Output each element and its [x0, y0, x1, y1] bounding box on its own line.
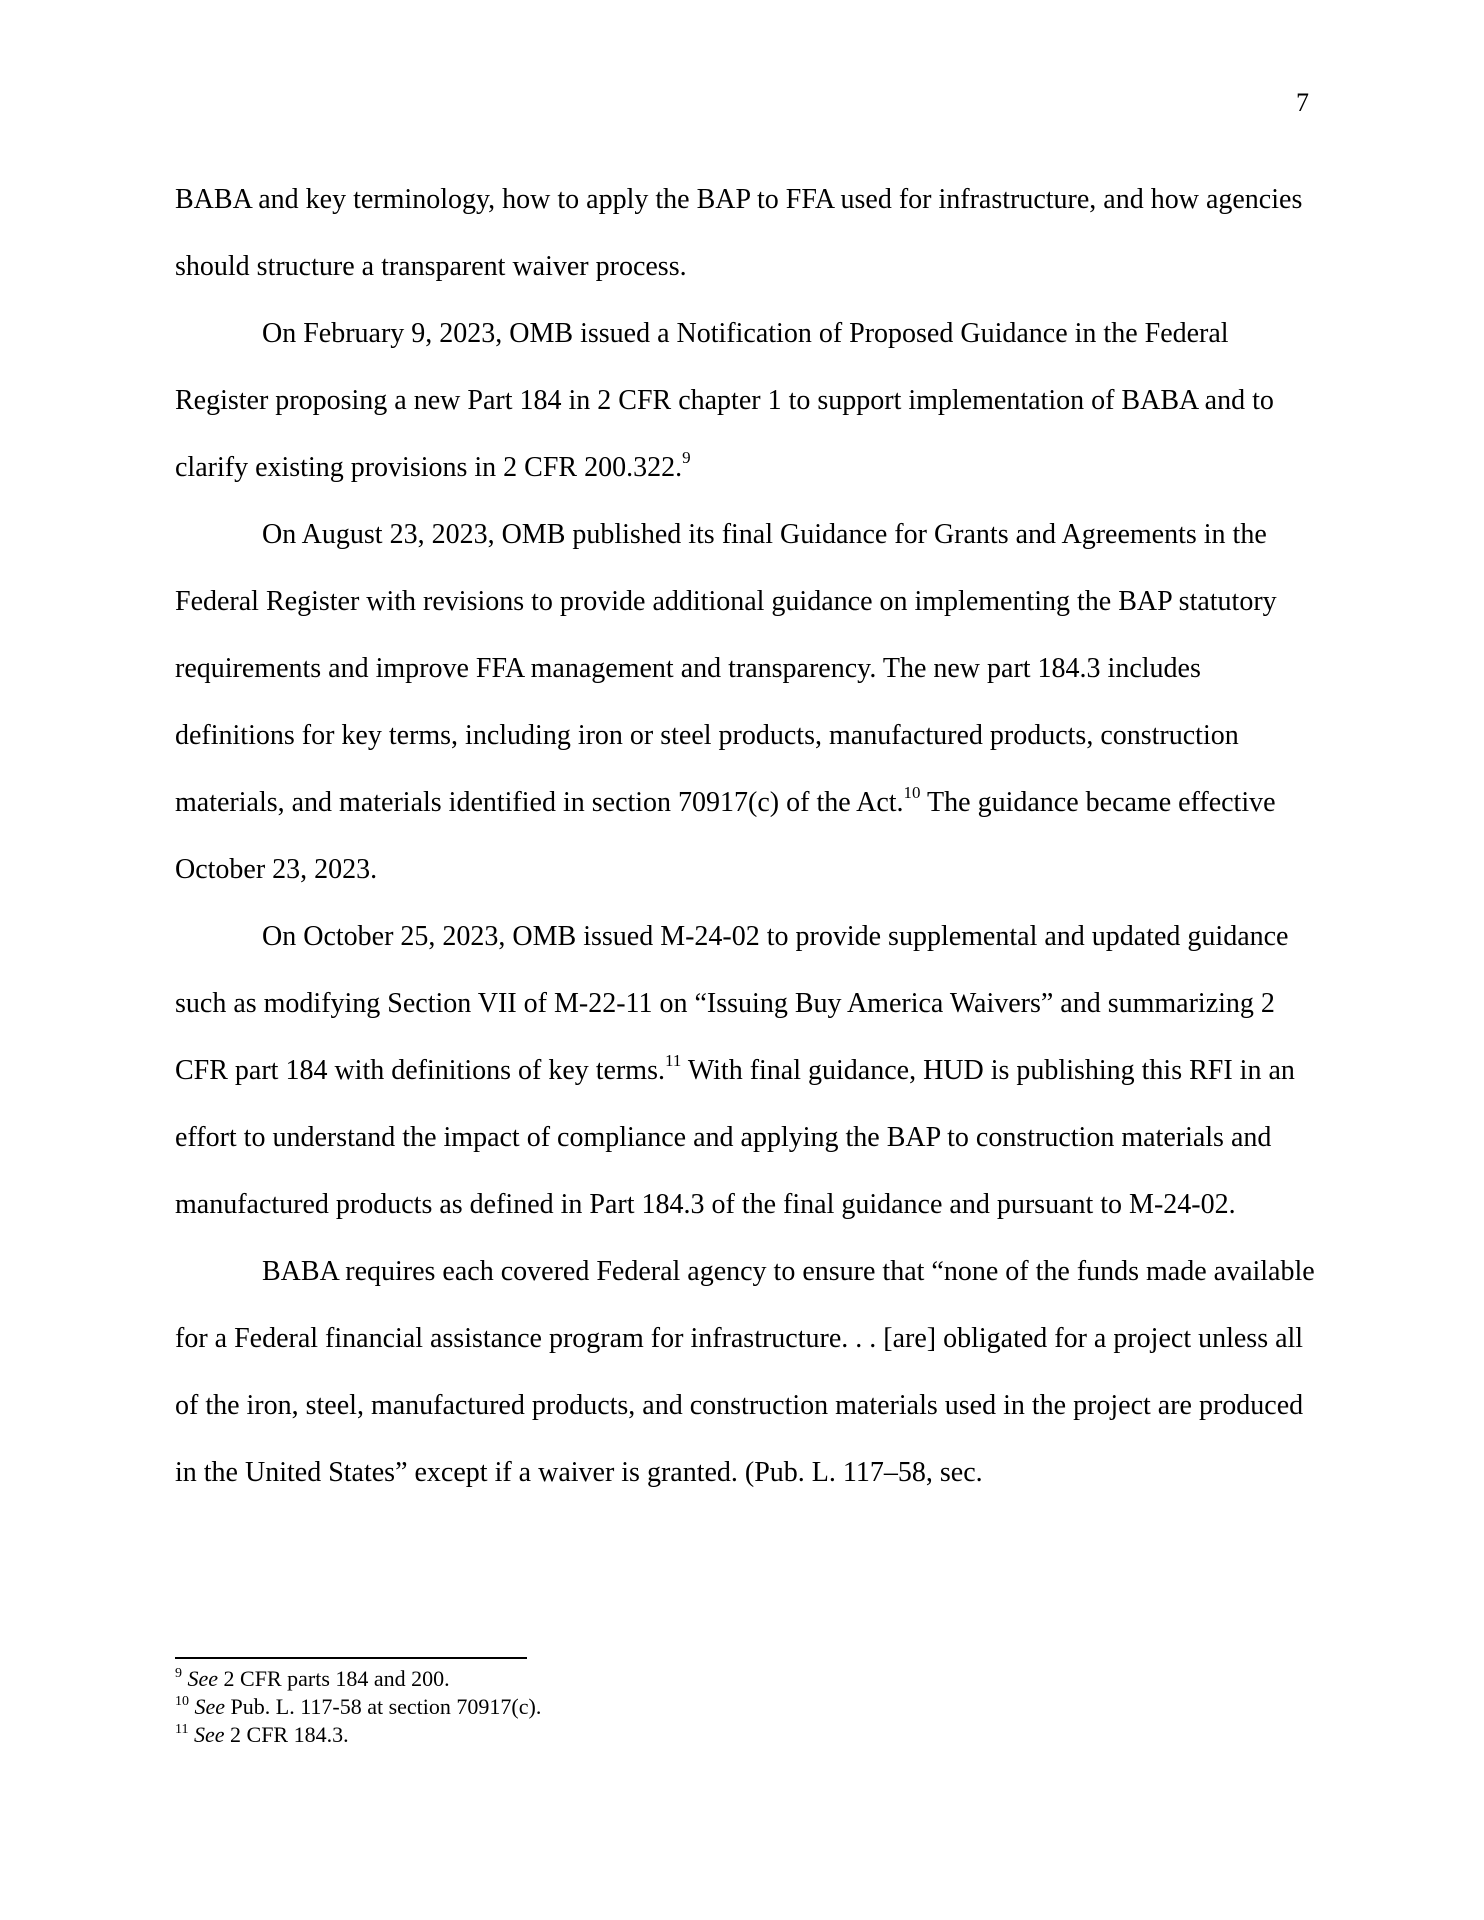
footnote-number: 9: [175, 1666, 182, 1681]
footnote-ref-9[interactable]: 9: [682, 448, 691, 467]
body-text: [175, 166, 1315, 1506]
footnote-number: 11: [175, 1722, 189, 1737]
page-number: 7: [1296, 88, 1309, 117]
paragraph-3-text-before: On August 23, 2023, OMB published its final Guidance for Grants and Agreements in the Federal Register with revisions to provide additional guidance on implementing the BAP statutory requirements and improve FFA management and transparency. The new part 184.3 includes definitions for key terms, including iron or steel products, manufactured products, construction materials, and materials identified in section 70917(c) of the Act.: [175, 519, 1277, 818]
footnote-text: 2 CFR 184.3.: [224, 1722, 349, 1747]
paragraph-3-text-after: The guidance became effective October 23, 2023.: [175, 787, 1276, 885]
footnote-11: [175, 1721, 1315, 1749]
footnote-signal: See: [194, 1694, 226, 1719]
paragraph-2-text: On February 9, 2023, OMB issued a Notification of Proposed Guidance in the Federal Register proposing a new Part 184 in 2 CFR chapter 1 to support implementation of BABA and to clarify existing provisions in 2 CFR 200.322.: [175, 318, 1274, 483]
footnote-ref-11[interactable]: 11: [664, 1051, 682, 1070]
paragraph-5-text: BABA requires each covered Federal agency to ensure that “none of the funds made available for a Federal financial assistance program for infrastructure. . . [are] obligated for a project unless all of the iron, steel, manufactured products, and construction materials used in the project are produced in the United States” except if a waiver is granted. (Pub. L. 117–58, sec.: [175, 1256, 1315, 1488]
paragraph-5: [175, 1238, 1315, 1506]
footnote-number: 10: [175, 1694, 189, 1709]
paragraph-4: [175, 903, 1315, 1238]
paragraph-4-text-before: On October 25, 2023, OMB issued M-24-02 to provide supplemental and updated guidance such as modifying Section VII of M-22-11 on “Issuing Buy America Waivers” and summarizing 2 CFR part 184 with definitions of key terms.: [175, 921, 1289, 1086]
footnotes: [175, 1665, 1315, 1749]
paragraph-3: [175, 501, 1315, 903]
footnote-text: 2 CFR parts 184 and 200.: [218, 1666, 450, 1691]
paragraph-1: [175, 166, 1315, 300]
footnote-9: [175, 1665, 1315, 1693]
footnote-ref-10[interactable]: 10: [903, 783, 921, 802]
paragraph-4-text-after: With final guidance, HUD is publishing this RFI in an effort to understand the impact of compliance and applying the BAP to construction materials and manufactured products as defined in Part 184.3 of the final guidance and pursuant to M-24-02.: [175, 1055, 1295, 1220]
footnote-signal: See: [193, 1722, 225, 1747]
paragraph-1-text: BABA and key terminology, how to apply the BAP to FFA used for infrastructure, and how agencies should structure a transparent waiver process.: [175, 184, 1303, 282]
footnote-text: Pub. L. 117-58 at section 70917(c).: [225, 1694, 542, 1719]
paragraph-2: [175, 300, 1315, 501]
footnote-divider: [175, 1657, 527, 1659]
footnote-signal: See: [187, 1666, 219, 1691]
footnote-10: [175, 1693, 1315, 1721]
